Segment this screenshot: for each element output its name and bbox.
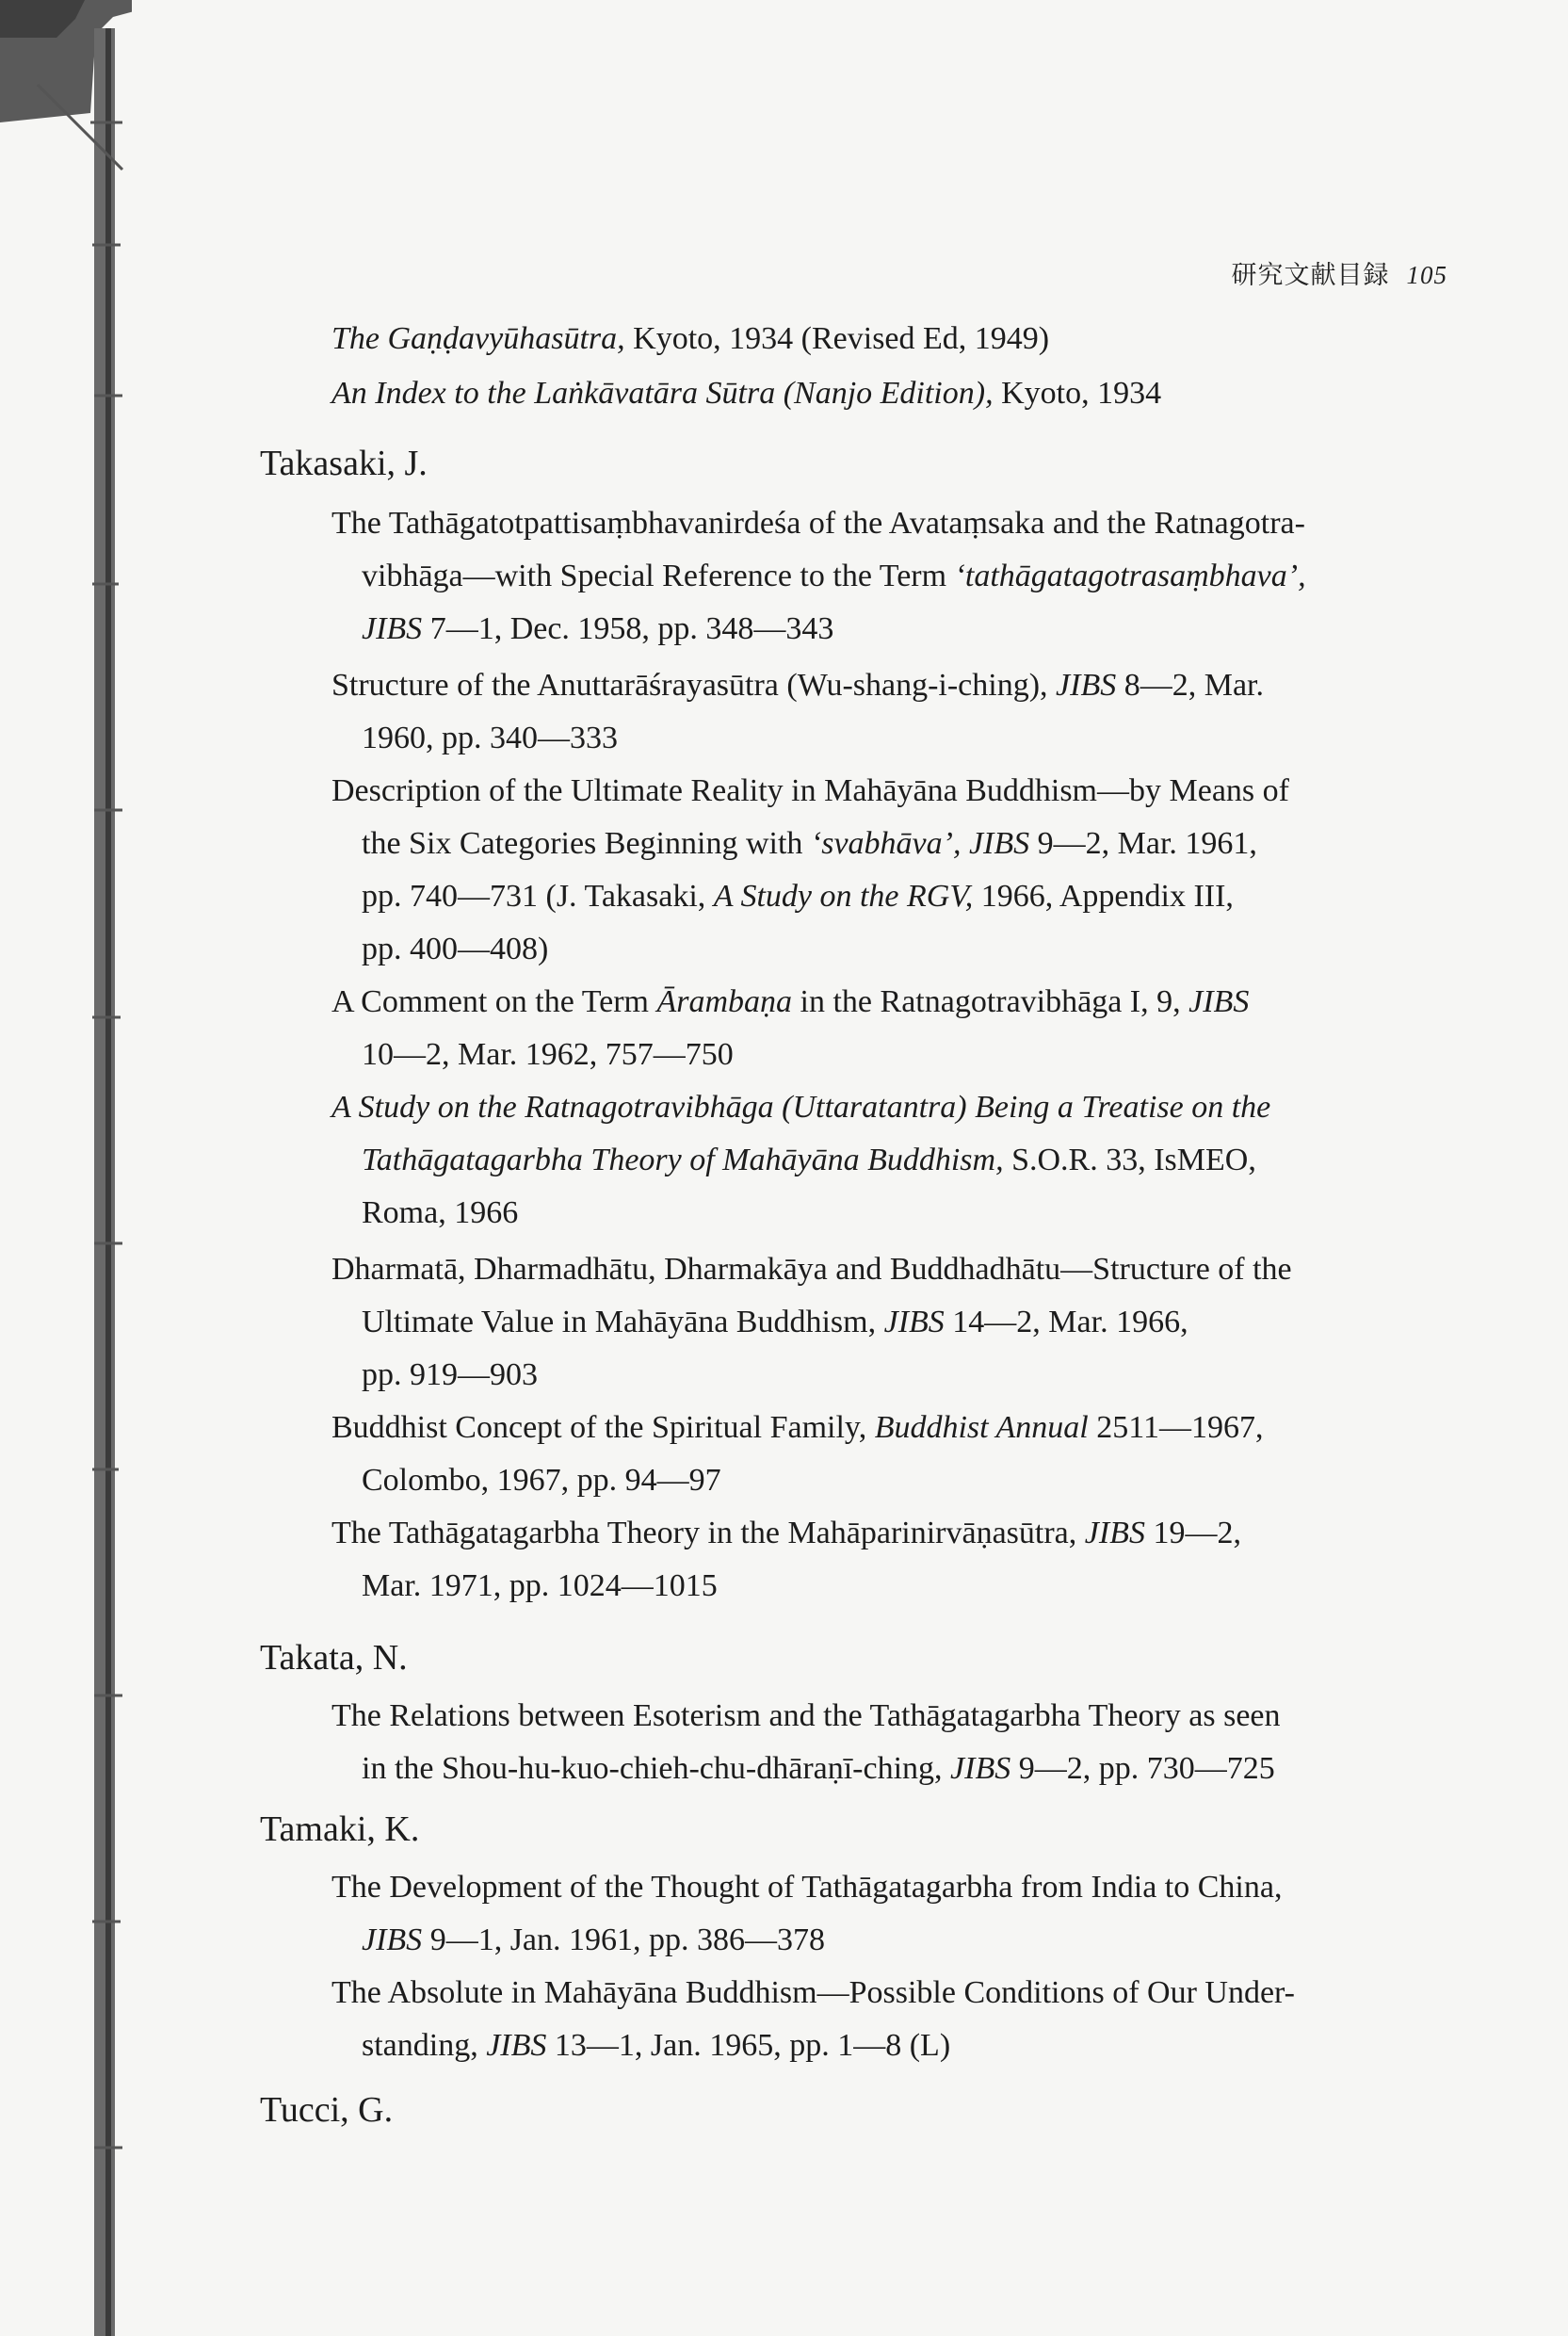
entry-line: A Comment on the Term Ārambaṇa in the Ratnagotravibhāga I, 9, JIBS — [331, 984, 1250, 1019]
entry-line: Structure of the Anuttarāśrayasūtra (Wu-shang-i-ching), JIBS 8—2, Mar. — [331, 668, 1265, 703]
entry-line: JIBS 9—1, Jan. 1961, pp. 386—378 — [362, 1922, 826, 1957]
entry-line: vibhāga—with Special Reference to the Term ‘tathāgatagotrasaṃbhava’, — [362, 559, 1306, 593]
entry-line: the Six Categories Beginning with ‘svabhāva’, JIBS 9—2, Mar. 1961, — [362, 826, 1257, 861]
entry-line: in the Shou-hu-kuo-chieh-chu-dhāraṇī-ching, JIBS 9—2, pp. 730—725 — [362, 1751, 1275, 1786]
entry-line: JIBS 7—1, Dec. 1958, pp. 348—343 — [362, 611, 834, 646]
entry-line: pp. 400—408) — [362, 932, 549, 966]
author-tucci: Tucci, G. — [260, 2090, 394, 2130]
entry-line: The Relations between Esoterism and the Tathāgatagarbha Theory as seen — [331, 1698, 1281, 1733]
header-title: 研究文献目録 — [1231, 261, 1390, 289]
entry-line: The Absolute in Mahāyāna Buddhism—Possible Conditions of Our Under- — [331, 1975, 1296, 2010]
entry-line: 1960, pp. 340—333 — [362, 721, 618, 755]
entry-line: standing, JIBS 13—1, Jan. 1965, pp. 1—8 (L) — [362, 2028, 951, 2063]
page-number: 105 — [1406, 261, 1447, 289]
entry-line: A Study on the Ratnagotravibhāga (Uttaratantra) Being a Treatise on the — [331, 1090, 1271, 1125]
author-takasaki: Takasaki, J. — [260, 444, 428, 483]
entry-line: Tathāgatagarbha Theory of Mahāyāna Buddhism, S.O.R. 33, IsMEO, — [362, 1143, 1256, 1177]
author-takata: Takata, N. — [260, 1638, 408, 1678]
author-tamaki: Tamaki, K. — [260, 1809, 420, 1849]
entry-line: Mar. 1971, pp. 1024—1015 — [362, 1568, 718, 1603]
entry-line: The Tathāgatagarbha Theory in the Mahāparinirvāṇasūtra, JIBS 19—2, — [331, 1516, 1241, 1550]
entry-line: 10—2, Mar. 1962, 757—750 — [362, 1037, 734, 1072]
entry-line: Roma, 1966 — [362, 1195, 519, 1230]
entry-gandavyuha: The Gaṇḍavyūhasūtra, Kyoto, 1934 (Revised Ed, 1949) — [331, 321, 1050, 356]
entry-line: The Tathāgatotpattisaṃbhavanirdeśa of the Avataṃsaka and the Ratnagotra- — [331, 506, 1305, 541]
entry-line: pp. 740—731 (J. Takasaki, A Study on the RGV, 1966, Appendix III, — [362, 879, 1234, 914]
entry-line: Buddhist Concept of the Spiritual Family, Buddhist Annual 2511—1967, — [331, 1410, 1264, 1445]
entry-lankavatara-index: An Index to the Laṅkāvatāra Sūtra (Nanjo Edition), Kyoto, 1934 — [331, 376, 1162, 411]
entry-line: Dharmatā, Dharmadhātu, Dharmakāya and Buddhadhātu—Structure of the — [331, 1252, 1292, 1287]
entry-line: The Development of the Thought of Tathāgatagarbha from India to China, — [331, 1870, 1283, 1905]
entry-line: Colombo, 1967, pp. 94—97 — [362, 1463, 721, 1498]
entry-line: Description of the Ultimate Reality in Mahāyāna Buddhism—by Means of — [331, 773, 1289, 808]
entry-line: pp. 919—903 — [362, 1357, 538, 1392]
entry-line: Ultimate Value in Mahāyāna Buddhism, JIBS 14—2, Mar. 1966, — [362, 1305, 1188, 1339]
